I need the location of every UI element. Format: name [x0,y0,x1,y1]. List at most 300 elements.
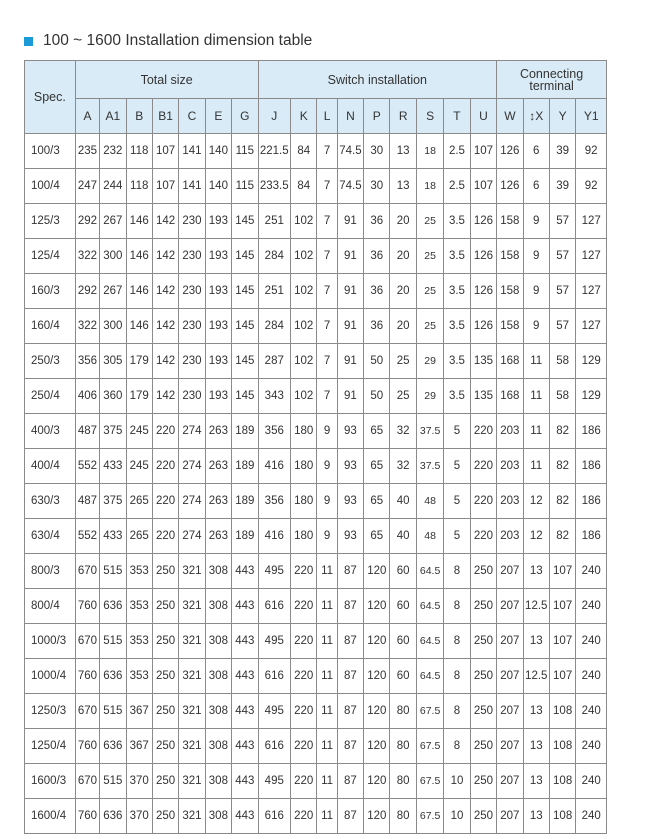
value-cell: 9 [523,274,549,309]
value-cell: 93 [337,414,363,449]
table-row [25,554,607,589]
value-cell: 6 [523,134,549,169]
value-cell: 13 [523,799,549,834]
value-cell: 235 [75,134,99,169]
value-cell: 10 [444,799,470,834]
value-cell: 50 [364,344,390,379]
header-spec: Spec. [25,61,76,134]
value-cell: 189 [232,449,258,484]
value-cell: 146 [126,239,152,274]
title-bullet-square [24,37,33,46]
value-cell: 120 [364,764,390,799]
value-cell: 11 [317,799,337,834]
value-cell: 48 [416,519,443,554]
value-cell: 108 [549,694,575,729]
value-cell: 274 [179,484,205,519]
value-cell: 29 [416,344,443,379]
value-cell: 7 [317,134,337,169]
value-cell: 11 [523,449,549,484]
value-cell: 287 [258,344,290,379]
value-cell: 443 [232,589,258,624]
value-cell: 353 [126,659,152,694]
value-cell: 108 [549,729,575,764]
table-row [25,519,607,554]
value-cell: 168 [497,344,523,379]
column-header: A [75,99,99,134]
value-cell: 135 [470,344,496,379]
value-cell: 36 [364,274,390,309]
value-cell: 84 [291,169,317,204]
value-cell: 102 [291,344,317,379]
value-cell: 91 [337,274,363,309]
value-cell: 300 [100,239,126,274]
page-title: 100 ~ 1600 Installation dimension table [43,32,313,49]
value-cell: 5 [444,449,470,484]
value-cell: 20 [390,204,416,239]
value-cell: 25 [390,379,416,414]
value-cell: 129 [576,344,607,379]
value-cell: 203 [497,449,523,484]
value-cell: 57 [549,204,575,239]
value-cell: 263 [205,449,231,484]
table-row [25,589,607,624]
value-cell: 58 [549,344,575,379]
value-cell: 274 [179,449,205,484]
value-cell: 356 [75,344,99,379]
value-cell: 370 [126,764,152,799]
table-row [25,344,607,379]
column-header: N [337,99,363,134]
value-cell: 220 [291,764,317,799]
value-cell: 87 [337,589,363,624]
table-row [25,764,607,799]
value-cell: 108 [549,764,575,799]
value-cell: 127 [576,239,607,274]
value-cell: 552 [75,519,99,554]
value-cell: 64.5 [416,554,443,589]
value-cell: 145 [232,309,258,344]
value-cell: 220 [470,449,496,484]
value-cell: 74.5 [337,134,363,169]
value-cell: 220 [152,414,178,449]
value-cell: 60 [390,554,416,589]
value-cell: 443 [232,799,258,834]
value-cell: 140 [205,134,231,169]
dimension-table [24,60,607,834]
value-cell: 39 [549,134,575,169]
value-cell: 193 [205,379,231,414]
value-cell: 230 [179,239,205,274]
value-cell: 141 [179,169,205,204]
value-cell: 322 [75,309,99,344]
column-header: J [258,99,290,134]
value-cell: 13 [523,624,549,659]
value-cell: 13 [523,729,549,764]
value-cell: 120 [364,589,390,624]
value-cell: 37.5 [416,414,443,449]
value-cell: 118 [126,134,152,169]
value-cell: 251 [258,204,290,239]
value-cell: 146 [126,204,152,239]
value-cell: 250 [470,694,496,729]
value-cell: 37.5 [416,449,443,484]
value-cell: 193 [205,239,231,274]
value-cell: 67.5 [416,799,443,834]
value-cell: 244 [100,169,126,204]
column-header: A1 [100,99,126,134]
value-cell: 20 [390,239,416,274]
value-cell: 32 [390,414,416,449]
value-cell: 250 [470,554,496,589]
value-cell: 158 [497,309,523,344]
value-cell: 145 [232,274,258,309]
value-cell: 515 [100,694,126,729]
value-cell: 3.5 [444,379,470,414]
value-cell: 636 [100,589,126,624]
spec-cell: 125/3 [25,204,76,239]
value-cell: 250 [470,729,496,764]
value-cell: 64.5 [416,659,443,694]
value-cell: 240 [576,659,607,694]
value-cell: 220 [291,694,317,729]
value-cell: 29 [416,379,443,414]
value-cell: 126 [470,239,496,274]
value-cell: 80 [390,694,416,729]
value-cell: 65 [364,449,390,484]
value-cell: 120 [364,624,390,659]
value-cell: 416 [258,519,290,554]
value-cell: 60 [390,589,416,624]
value-cell: 240 [576,589,607,624]
value-cell: 127 [576,204,607,239]
value-cell: 25 [416,274,443,309]
value-cell: 321 [179,624,205,659]
table-row [25,729,607,764]
value-cell: 108 [549,799,575,834]
value-cell: 193 [205,274,231,309]
value-cell: 36 [364,204,390,239]
value-cell: 186 [576,484,607,519]
value-cell: 760 [75,799,99,834]
value-cell: 515 [100,624,126,659]
value-cell: 127 [576,309,607,344]
spec-cell: 250/4 [25,379,76,414]
value-cell: 443 [232,624,258,659]
value-cell: 36 [364,239,390,274]
value-cell: 8 [444,729,470,764]
value-cell: 9 [317,484,337,519]
value-cell: 247 [75,169,99,204]
title-row [24,31,312,51]
value-cell: 57 [549,309,575,344]
table-row [25,204,607,239]
value-cell: 308 [205,764,231,799]
value-cell: 353 [126,624,152,659]
value-cell: 360 [100,379,126,414]
value-cell: 207 [497,589,523,624]
value-cell: 245 [126,414,152,449]
value-cell: 9 [317,414,337,449]
value-cell: 193 [205,344,231,379]
value-cell: 220 [470,519,496,554]
value-cell: 87 [337,554,363,589]
table-row [25,449,607,484]
value-cell: 168 [497,379,523,414]
value-cell: 9 [523,204,549,239]
value-cell: 220 [291,554,317,589]
value-cell: 87 [337,659,363,694]
value-cell: 91 [337,204,363,239]
spec-cell: 1600/3 [25,764,76,799]
value-cell: 129 [576,379,607,414]
value-cell: 82 [549,449,575,484]
value-cell: 80 [390,729,416,764]
value-cell: 87 [337,764,363,799]
value-cell: 9 [523,309,549,344]
spec-cell: 630/3 [25,484,76,519]
value-cell: 12 [523,484,549,519]
value-cell: 308 [205,554,231,589]
value-cell: 58 [549,379,575,414]
value-cell: 93 [337,449,363,484]
value-cell: 107 [470,169,496,204]
value-cell: 180 [291,484,317,519]
value-cell: 91 [337,309,363,344]
value-cell: 48 [416,484,443,519]
spec-cell: 1250/4 [25,729,76,764]
column-header: E [205,99,231,134]
value-cell: 433 [100,519,126,554]
column-header: W [497,99,523,134]
value-cell: 616 [258,729,290,764]
value-cell: 80 [390,799,416,834]
spec-cell: 630/4 [25,519,76,554]
value-cell: 760 [75,589,99,624]
value-cell: 356 [258,414,290,449]
value-cell: 760 [75,729,99,764]
value-cell: 67.5 [416,694,443,729]
value-cell: 321 [179,694,205,729]
spec-cell: 400/4 [25,449,76,484]
value-cell: 39 [549,169,575,204]
value-cell: 251 [258,274,290,309]
value-cell: 5 [444,519,470,554]
column-header: P [364,99,390,134]
value-cell: 203 [497,519,523,554]
table-row [25,414,607,449]
value-cell: 220 [291,729,317,764]
column-header: L [317,99,337,134]
value-cell: 367 [126,694,152,729]
value-cell: 107 [549,659,575,694]
value-cell: 207 [497,799,523,834]
value-cell: 18 [416,169,443,204]
value-cell: 321 [179,799,205,834]
value-cell: 7 [317,169,337,204]
value-cell: 5 [444,484,470,519]
value-cell: 84 [291,134,317,169]
value-cell: 189 [232,484,258,519]
value-cell: 57 [549,274,575,309]
value-cell: 353 [126,589,152,624]
value-cell: 6 [523,169,549,204]
value-cell: 245 [126,449,152,484]
value-cell: 141 [179,134,205,169]
value-cell: 321 [179,554,205,589]
value-cell: 203 [497,484,523,519]
value-cell: 487 [75,484,99,519]
value-cell: 11 [317,764,337,799]
value-cell: 8 [444,659,470,694]
value-cell: 265 [126,519,152,554]
value-cell: 102 [291,274,317,309]
value-cell: 10 [444,764,470,799]
header-group-total-size: Total size [75,61,258,99]
column-header: S [416,99,443,134]
value-cell: 145 [232,204,258,239]
value-cell: 515 [100,554,126,589]
value-cell: 240 [576,729,607,764]
value-cell: 443 [232,694,258,729]
value-cell: 9 [317,519,337,554]
value-cell: 230 [179,309,205,344]
value-cell: 25 [390,344,416,379]
value-cell: 180 [291,449,317,484]
value-cell: 65 [364,484,390,519]
value-cell: 60 [390,624,416,659]
value-cell: 7 [317,379,337,414]
value-cell: 443 [232,554,258,589]
value-cell: 2.5 [444,134,470,169]
value-cell: 250 [152,589,178,624]
value-cell: 416 [258,449,290,484]
value-cell: 284 [258,309,290,344]
value-cell: 65 [364,519,390,554]
value-cell: 220 [152,449,178,484]
value-cell: 292 [75,204,99,239]
value-cell: 284 [258,239,290,274]
value-cell: 240 [576,764,607,799]
column-header: B [126,99,152,134]
table-row [25,379,607,414]
value-cell: 250 [152,729,178,764]
value-cell: 82 [549,484,575,519]
value-cell: 487 [75,414,99,449]
value-cell: 292 [75,274,99,309]
column-header: R [390,99,416,134]
value-cell: 7 [317,309,337,344]
value-cell: 2.5 [444,169,470,204]
value-cell: 120 [364,659,390,694]
value-cell: 11 [317,624,337,659]
value-cell: 74.5 [337,169,363,204]
value-cell: 636 [100,799,126,834]
value-cell: 670 [75,554,99,589]
value-cell: 267 [100,204,126,239]
value-cell: 179 [126,344,152,379]
value-cell: 250 [470,764,496,799]
value-cell: 375 [100,484,126,519]
value-cell: 8 [444,694,470,729]
value-cell: 126 [470,274,496,309]
value-cell: 308 [205,799,231,834]
value-cell: 180 [291,519,317,554]
value-cell: 3.5 [444,344,470,379]
spec-cell: 250/3 [25,344,76,379]
value-cell: 322 [75,239,99,274]
value-cell: 250 [470,659,496,694]
value-cell: 93 [337,519,363,554]
value-cell: 107 [549,554,575,589]
column-header: C [179,99,205,134]
header-group-switch-installation: Switch installation [258,61,497,99]
value-cell: 495 [258,624,290,659]
table-row [25,169,607,204]
value-cell: 207 [497,659,523,694]
value-cell: 91 [337,239,363,274]
value-cell: 107 [470,134,496,169]
value-cell: 145 [232,239,258,274]
column-header: U [470,99,496,134]
table-row [25,274,607,309]
value-cell: 220 [470,484,496,519]
value-cell: 40 [390,484,416,519]
value-cell: 207 [497,694,523,729]
value-cell: 263 [205,519,231,554]
value-cell: 50 [364,379,390,414]
value-cell: 250 [152,659,178,694]
spec-cell: 800/3 [25,554,76,589]
table-row [25,659,607,694]
table-row [25,799,607,834]
value-cell: 135 [470,379,496,414]
value-cell: 220 [470,414,496,449]
value-cell: 8 [444,624,470,659]
value-cell: 375 [100,414,126,449]
value-cell: 616 [258,589,290,624]
value-cell: 158 [497,239,523,274]
value-cell: 193 [205,309,231,344]
value-cell: 67.5 [416,764,443,799]
value-cell: 8 [444,589,470,624]
value-cell: 300 [100,309,126,344]
value-cell: 207 [497,624,523,659]
value-cell: 265 [126,484,152,519]
value-cell: 36 [364,309,390,344]
value-cell: 250 [152,554,178,589]
value-cell: 102 [291,309,317,344]
value-cell: 30 [364,169,390,204]
value-cell: 9 [523,239,549,274]
spec-cell: 400/3 [25,414,76,449]
header-group-connecting-terminal: Connecting terminal [497,61,607,99]
value-cell: 321 [179,659,205,694]
value-cell: 142 [152,274,178,309]
value-cell: 13 [523,694,549,729]
value-cell: 127 [576,274,607,309]
value-cell: 616 [258,799,290,834]
column-header: Y [549,99,575,134]
table-row [25,694,607,729]
value-cell: 274 [179,414,205,449]
value-cell: 7 [317,344,337,379]
value-cell: 158 [497,274,523,309]
value-cell: 126 [470,204,496,239]
value-cell: 107 [152,169,178,204]
value-cell: 91 [337,344,363,379]
value-cell: 305 [100,344,126,379]
header-column-row [25,99,607,134]
